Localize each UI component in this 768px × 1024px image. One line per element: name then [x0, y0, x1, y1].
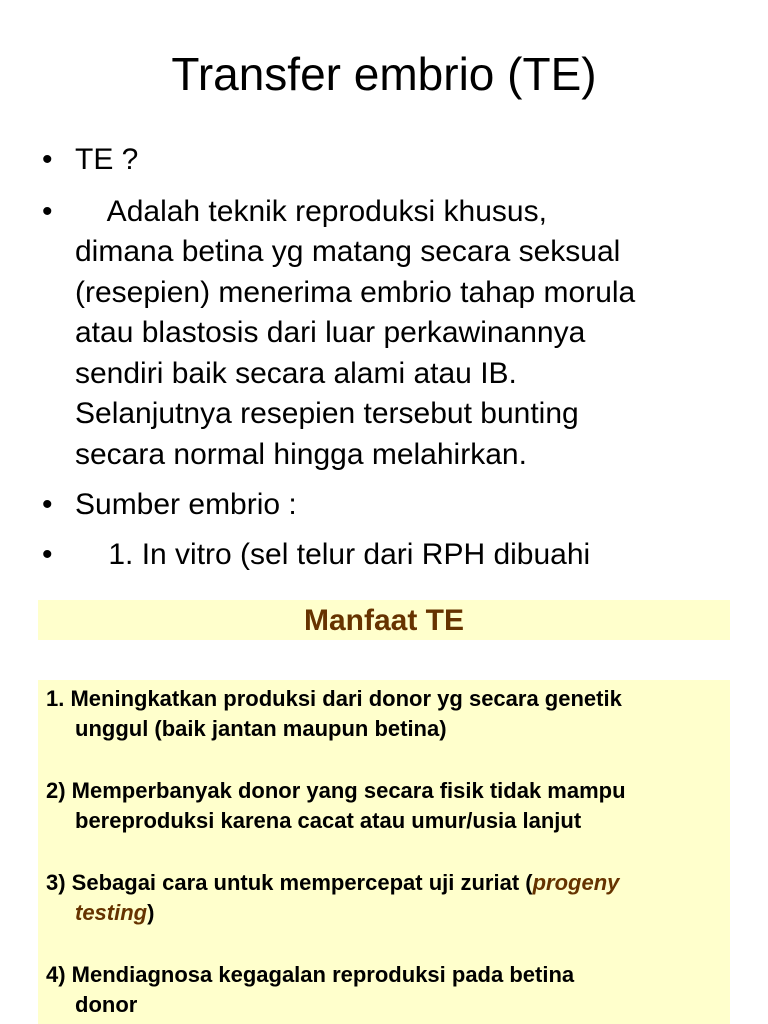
bullet-text-line: Selanjutnya resepien tersebut bunting	[75, 397, 579, 430]
bullet-text-line: sendiri baik secara alami atau IB.	[75, 357, 517, 390]
manfaat-item-3-emphasis: progeny	[532, 870, 620, 895]
bullet-dot: •	[42, 195, 53, 228]
bullet-text: 1. In vitro (sel telur dari RPH dibuahi	[75, 538, 591, 571]
bullet-dot: •	[42, 488, 53, 521]
bullet-dot: •	[42, 538, 53, 571]
bullet-text-line: atau blastosis dari luar perkawinannya	[75, 316, 586, 349]
manfaat-item-4-line-2: donor	[75, 992, 138, 1017]
slide-title: Transfer embrio (TE)	[171, 48, 597, 100]
bullet-text: TE ?	[75, 143, 139, 176]
manfaat-list	[38, 680, 730, 1024]
manfaat-item-2-line-1: 2) Memperbanyak donor yang secara fisik tidak mampu	[46, 778, 626, 803]
manfaat-item-1-line-1: 1. Meningkatkan produksi dari donor yg secara genetik	[46, 686, 622, 711]
manfaat-item-3-text: 3) Sebagai cara untuk mempercepat uji zuriat (	[46, 870, 533, 895]
manfaat-title: Manfaat TE	[38, 600, 730, 640]
manfaat-item-3-close: )	[147, 900, 155, 925]
manfaat-item-1-line-2: unggul (baik jantan maupun betina)	[75, 716, 447, 741]
manfaat-item-4-line-1: 4) Mendiagnosa kegagalan reproduksi pada betina	[46, 962, 575, 987]
bullet-text: Sumber embrio :	[75, 488, 297, 521]
bullet-text-line: Adalah teknik reproduksi khusus,	[75, 195, 547, 228]
manfaat-item-3-emphasis: testing	[75, 900, 148, 925]
bullet-text-line: dimana betina yg matang secara seksual	[75, 235, 621, 268]
bullet-dot: •	[42, 143, 53, 176]
manfaat-item-2-line-2: bereproduksi karena cacat atau umur/usia lanjut	[75, 808, 582, 833]
manfaat-item-3-line-1	[46, 868, 619, 898]
bullet-text-line: secara normal hingga melahirkan.	[75, 438, 527, 471]
manfaat-item-3-line-2	[75, 898, 154, 928]
bullet-text-line: (resepien) menerima embrio tahap morula	[75, 276, 636, 309]
